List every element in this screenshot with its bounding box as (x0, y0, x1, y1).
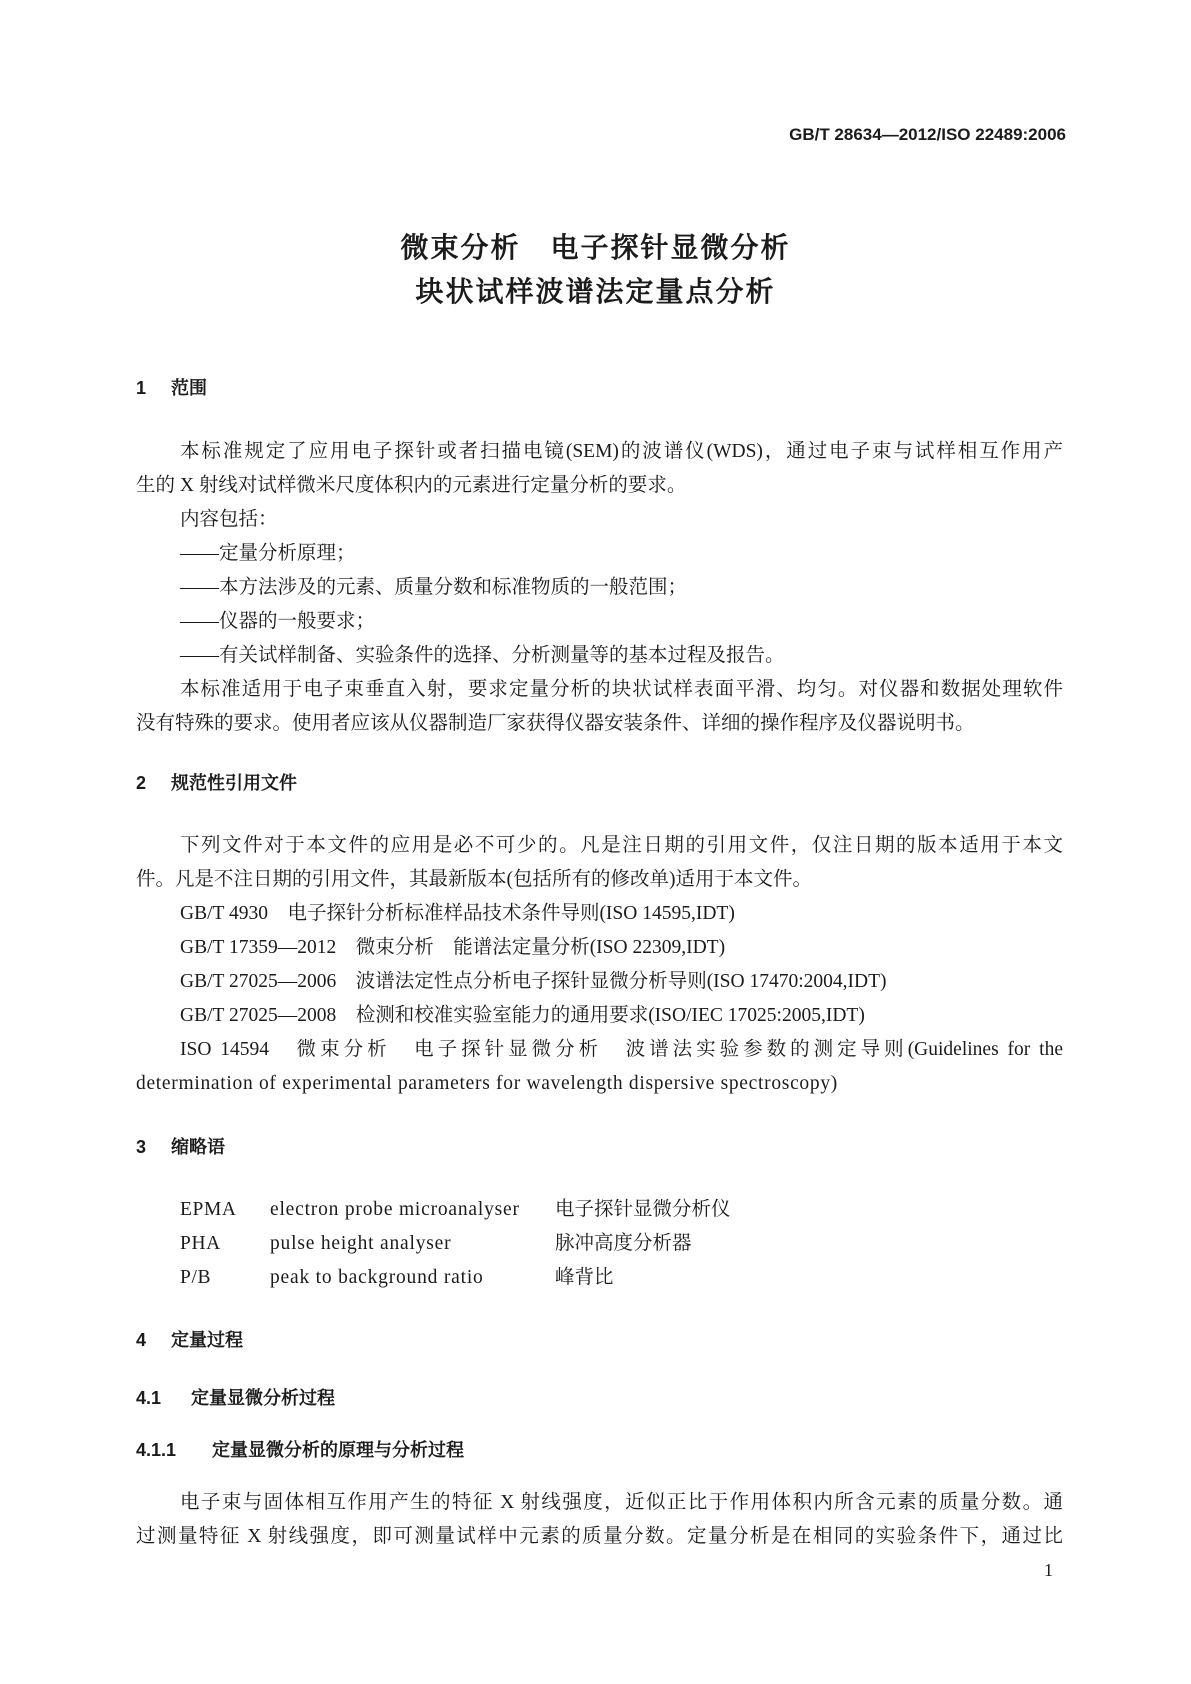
paragraph-line: 本标准规定了应用电子探针或者扫描电镜(SEM)的波谱仪(WDS)，通过电子束与试样相互作用产 (180, 441, 1063, 462)
paragraph-line: 下列文件对于本文件的应用是必不可少的。凡是注日期的引用文件，仅注日期的版本适用于本文 (180, 835, 1063, 856)
section-4-1-number: 4.1 (136, 1388, 162, 1408)
abbreviation-row (180, 1266, 1063, 1290)
reference-item: ISO 14594 微束分析 电子探针显微分析 波谱法实验参数的测定导则(Guidelines for the (180, 1039, 1063, 1060)
reference-item: GB/T 27025—2006 波谱法定性点分析电子探针显微分析导则(ISO 17470:2004,IDT) (180, 971, 887, 992)
reference-item: GB/T 17359—2012 微束分析 能谱法定量分析(ISO 22309,IDT) (180, 937, 726, 958)
abbreviation-english: pulse height analyser (270, 1233, 452, 1254)
abbreviation-code: PHA (180, 1233, 221, 1254)
document-title-line-2: 块状试样波谱法定量点分析 (415, 276, 776, 307)
paragraph-line: 电子束与固体相互作用产生的特征 X 射线强度，近似正比于作用体积内所含元素的质量分数。通 (180, 1492, 1063, 1513)
paragraph-line: 本标准适用于电子束垂直入射，要求定量分析的块状试样表面平滑、均匀。对仪器和数据处理软件 (180, 679, 1063, 700)
list-item: ——仪器的一般要求； (180, 611, 376, 632)
section-3-heading: 缩略语 (171, 1137, 225, 1157)
reference-item-continuation: determination of experimental parameters for wavelength dispersive spectroscopy) (136, 1073, 838, 1094)
section-2-heading: 规范性引用文件 (171, 773, 297, 793)
section-4-number: 4 (136, 1330, 147, 1350)
reference-item: GB/T 27025—2008 检测和校准实验室能力的通用要求(ISO/IEC 17025:2005,IDT) (180, 1005, 865, 1026)
abbreviation-chinese: 峰背比 (555, 1267, 614, 1288)
reference-item: GB/T 4930 电子探针分析标准样品技术条件导则(ISO 14595,IDT) (180, 903, 735, 924)
paragraph-line: 件。凡是不注日期的引用文件，其最新版本(包括所有的修改单)适用于本文件。 (136, 869, 812, 890)
document-title-line-1: 微束分析 电子探针显微分析 (400, 232, 791, 263)
section-1-heading: 范围 (171, 378, 207, 398)
abbreviation-code: P/B (180, 1267, 212, 1288)
list-item: ——定量分析原理； (180, 543, 356, 564)
section-2-number: 2 (136, 773, 147, 793)
paragraph-line: 生的 X 射线对试样微米尺度体积内的元素进行定量分析的要求。 (136, 475, 687, 496)
section-1-number: 1 (136, 378, 147, 398)
abbreviation-code: EPMA (180, 1199, 237, 1220)
paragraph-line: 内容包括： (180, 509, 278, 530)
abbreviation-row (180, 1232, 1063, 1256)
section-4-1-1-number: 4.1.1 (136, 1440, 177, 1460)
paragraph-line: 没有特殊的要求。使用者应该从仪器制造厂家获得仪器安装条件、详细的操作程序及仪器说明书。 (136, 713, 975, 734)
abbreviation-english: peak to background ratio (270, 1267, 484, 1288)
abbreviation-chinese: 电子探针显微分析仪 (555, 1199, 731, 1220)
standard-code-header: GB/T 28634—2012/ISO 22489:2006 (789, 125, 1066, 144)
section-4-heading: 定量过程 (171, 1330, 243, 1350)
list-item: ——本方法涉及的元素、质量分数和标准物质的一般范围； (180, 577, 688, 598)
section-3-number: 3 (136, 1137, 147, 1157)
page-number: 1 (1044, 1560, 1053, 1580)
abbreviation-english: electron probe microanalyser (270, 1199, 520, 1220)
section-4-1-heading: 定量显微分析过程 (191, 1388, 335, 1408)
abbreviation-row (180, 1198, 1063, 1222)
section-4-1-1-heading: 定量显微分析的原理与分析过程 (212, 1440, 464, 1460)
abbreviation-chinese: 脉冲高度分析器 (555, 1233, 692, 1254)
list-item: ——有关试样制备、实验条件的选择、分析测量等的基本过程及报告。 (180, 645, 785, 666)
paragraph-line: 过测量特征 X 射线强度，即可测量试样中元素的质量分数。定量分析是在相同的实验条件下，通过比 (136, 1526, 1063, 1547)
